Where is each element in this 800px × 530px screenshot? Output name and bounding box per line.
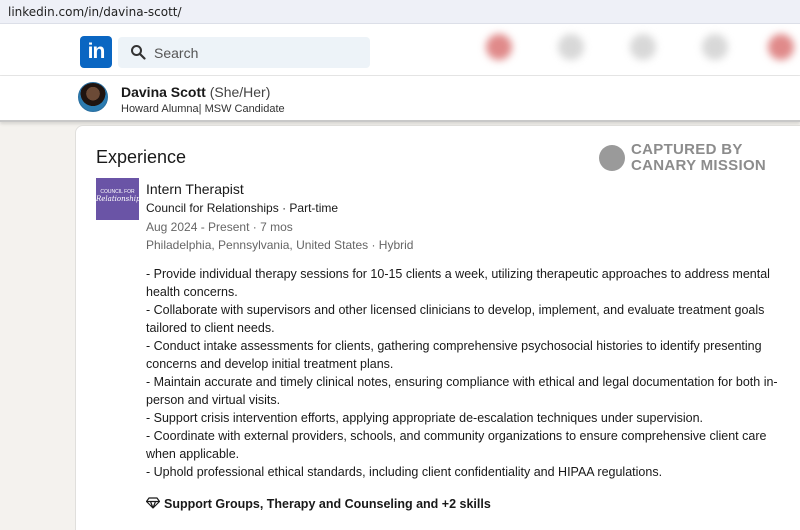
sticky-profile-header [0,76,800,122]
description-bullet: - Uphold professional ethical standards, including client confidentiality and HIPAA regulations. [146,465,663,479]
company-logo-line-2: Relationships [96,195,145,203]
search-icon [130,44,146,60]
description-bullet: - Collaborate with supervisors and other licensed clinicians to develop, implement, and evaluate treatment goals tailored to client needs. [146,303,765,335]
watermark-text [631,142,766,174]
company-name[interactable]: Council for Relationships · Part-time [146,201,339,215]
skills-text[interactable]: Support Groups, Therapy and Counseling and +2 skills [164,497,491,511]
section-title: Experience [96,147,187,167]
top-navigation [0,24,800,76]
company-logo-line-1: COUNCIL FOR [100,189,135,195]
profile-pronouns: (She/Her) [209,84,271,100]
blurred-nav-icon[interactable] [630,34,656,60]
linkedin-logo-icon[interactable]: in [80,36,112,68]
company-logo[interactable] [96,178,145,220]
job-description [146,265,786,481]
browser-address-bar[interactable] [0,0,800,24]
job-location: Philadelphia, Pennsylvania, United States · Hybrid [146,238,414,252]
job-dates: Aug 2024 - Present · 7 mos [146,220,293,234]
experience-section [75,125,800,530]
description-bullet: - Support crisis intervention efforts, applying appropriate de-escalation techniques under supervision. [146,411,704,425]
profile-headline: Howard Alumna| MSW Candidate [121,103,285,115]
watermark-line-2: CANARY MISSION [631,157,767,174]
blurred-nav-icon[interactable] [702,34,728,60]
description-bullet: - Provide individual therapy sessions for 10-15 clients a week, utilizing therapeutic approaches to address mental health concerns. [146,267,770,299]
job-title: Intern Therapist [146,181,244,197]
profile-name: Davina Scott [121,84,206,100]
blurred-nav-icon[interactable] [768,34,794,60]
description-bullet: - Maintain accurate and timely clinical notes, ensuring compliance with ethical and legal documentation for both in-person and virtual visits. [146,375,778,407]
skills-link[interactable] [146,497,491,511]
search-box[interactable] [118,37,370,68]
watermark-logo-icon [599,145,625,171]
watermark [599,142,799,178]
search-input[interactable]: Search [154,45,199,61]
blurred-nav-icon[interactable] [486,34,512,60]
watermark-line-1: CAPTURED BY [631,141,743,158]
nav-icons-blurred [480,32,800,68]
profile-name-line [121,84,270,100]
description-bullet: - Conduct intake assessments for clients, gathering comprehensive psychosocial histories to identify presenting concerns and develop initial treatment plans. [146,339,762,371]
avatar[interactable] [78,82,108,112]
diamond-icon [146,497,160,509]
description-bullet: - Coordinate with external providers, schools, and community organizations to ensure comprehensive client care when applicable. [146,429,767,461]
blurred-nav-icon[interactable] [558,34,584,60]
url-text[interactable]: linkedin.com/in/davina-scott/ [8,5,182,19]
